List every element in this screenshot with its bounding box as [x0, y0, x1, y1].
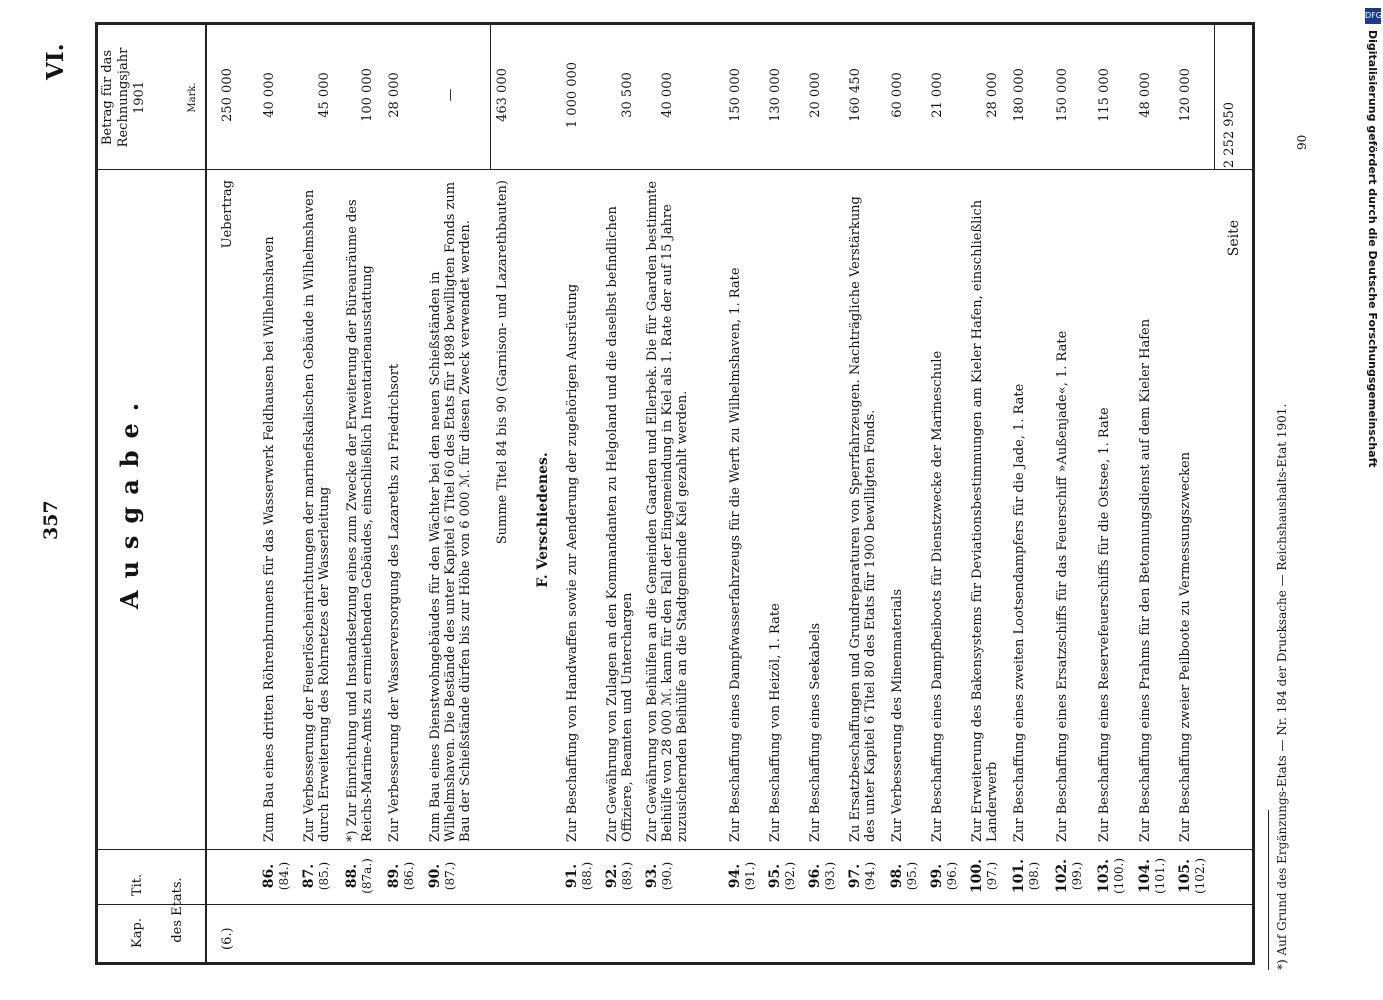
row-description: Zur Gewährung von Zulagen an den Kommandanten zu Helgoland und die daselbst befindlichen Offiziere, Beamten und Unterchargen [605, 206, 635, 842]
row-amount: 30 500 [620, 72, 635, 118]
row-description: Zur Verbesserung des Minenmaterials [890, 589, 905, 842]
header-amount: Betrag für das Rechnungsjahr 1901 [100, 47, 147, 148]
row-title-number: 104. (101.) [1137, 857, 1167, 895]
row-amount: 40 000 [660, 72, 675, 118]
row-amount: 1 000 000 [565, 61, 580, 129]
row-description: Zur Beschaffung von Heizöl, 1. Rate [768, 603, 783, 842]
row-amount: 40 000 [262, 72, 277, 118]
section-heading: F. Verschiedenes. [535, 452, 551, 588]
column-divider-kap [95, 904, 1255, 905]
row-title-number: 98. (95.) [889, 861, 919, 891]
row-description: Zur Beschaffung eines Prahms für den Betonnungsdienst auf dem Kieler Hafen [1138, 318, 1153, 842]
dfg-logo: DFG [1365, 8, 1381, 24]
row-amount: 100 000 [360, 68, 375, 122]
row-description: Zur Verbesserung der Feuerlöscheinrichtungen der marinefiskalischen Gebäude in Wilhelmshaven durch Erweiterung des Rohrnetzes der Wasserleitung [302, 189, 332, 842]
row-amount: 150 000 [728, 68, 743, 122]
row-title-number: 89. (86.) [386, 861, 416, 891]
header-bottom-rule [205, 25, 207, 965]
row-title-number: 88. (87a.) [344, 858, 374, 894]
row-description: Zur Beschaffung zweier Peilboote zu Vermessungszwecken [1178, 451, 1193, 842]
row-amount: 130 000 [768, 68, 783, 122]
header-title: Ausgabe. [115, 390, 144, 610]
row-title-number: 90. (87.) [427, 861, 457, 891]
row-amount: 21 000 [930, 72, 945, 118]
page-total-label: Seite [1226, 220, 1242, 257]
digitization-notice: Digitalisierung gefördert durch die Deutsche Forschungsgemeinschaft [1366, 30, 1379, 468]
page-total-amount: 2 252 950 [1222, 101, 1237, 169]
row-description: Uebertrag [220, 180, 235, 249]
header-etat: des Etats. [170, 877, 185, 943]
row-title-number: 103. (100.) [1096, 857, 1126, 895]
row-amount: 45 000 [317, 72, 332, 118]
column-divider-amount [95, 169, 1255, 170]
table-top-rule [95, 25, 98, 965]
row-description: *) Zur Einrichtung und Instandsetzung eines zum Zwecke der Erweiterung der Büreauräume des Reichs-Marine-Amts zu ermiethenden Gebäudes, einschließlich Inventarienausstattung [345, 199, 375, 842]
row-amount: 250 000 [220, 68, 235, 122]
sum-amount: 463 000 [495, 68, 510, 122]
row-amount: 48 000 [1138, 72, 1153, 118]
table-left-border [95, 962, 1255, 965]
row-description: Zur Gewährung von Beihülfen an die Gemeinden Gaarden und Ellerbek. Die für Gaarden bestimmte Beihülfe von 28 000 ℳ. kann für den Fall der Eingemeindung in Kiel als 1. Rate der auf 15 Jahre zuzusichernden Beihülfe an die Stadtgemeinde Kiel gezahlt werden. [645, 180, 690, 842]
row-amount: 160 450 [848, 68, 863, 122]
row-title-number: 86. (84.) [261, 861, 291, 891]
row-description: Zum Bau eines Dienstwohngebäudes für den Wächter bei den neuen Schießständen in Wilhelmshaven. Die Bestände des unter Kapitel 6 Titel 60 des Etats für 1898 bewilligten Fonds zum Bau der Schießstände dürfen bis zur Höhe von 6 000 ℳ. für diesen Zweck verwendet werden. [428, 181, 473, 842]
row-title-number: 96. (93.) [807, 861, 837, 891]
row-description: Zur Erweiterung des Bakensystems für Deviationsbestimmungen am Kieler Hafen, einschließlich Landerwerb [970, 199, 1000, 842]
row-title-number: 87. (85.) [301, 861, 331, 891]
row-amount: 20 000 [808, 72, 823, 118]
header-kap: Kap. [130, 918, 145, 948]
row-description: Zur Beschaffung eines Dampfwasserfahrzeugs für die Werft zu Wilhelmshaven, 1. Rate [728, 267, 743, 842]
row-amount: 28 000 [985, 72, 1000, 118]
row-title-number: 94. (91.) [727, 861, 757, 891]
row-amount: 28 000 [387, 72, 402, 118]
row-kap: (6.) [220, 927, 235, 950]
row-title-number: 99. (96.) [929, 861, 959, 891]
total-rule [1214, 25, 1215, 170]
footnote-rule [1268, 810, 1269, 970]
row-amount: — [443, 88, 458, 102]
footnote: *) Auf Grund des Ergänzungs-Etats — Nr. 184 der Drucksache — Reichshaushalts-Etat 1901. [1275, 403, 1289, 970]
section-roman-numeral: VI. [42, 43, 69, 80]
sum-rule [490, 25, 491, 170]
row-description: Zur Verbesserung der Wasserversorgung des Lazareths zu Friedrichsort [387, 363, 402, 842]
row-description: Zur Beschaffung von Handwaffen sowie zur Aenderung der zugehörigen Ausrüstung [565, 283, 580, 842]
header-tit: Tit. [130, 873, 145, 897]
header-unit: Mark. [187, 82, 198, 113]
row-description: Zur Beschaffung eines zweiten Lootsendampfers für die Jade, 1. Rate [1012, 383, 1027, 842]
page-number: 357 [40, 500, 62, 540]
table-bottom-rule [1252, 25, 1255, 965]
row-description: Zur Beschaffung eines Dampfbeiboots für Dienstzwecke der Marineschule [930, 350, 945, 842]
row-title-number: 105. (102.) [1177, 857, 1207, 895]
row-title-number: 91. (88.) [564, 861, 594, 891]
row-description: Zur Beschaffung eines Seekabels [808, 623, 823, 842]
sum-label: Summe Titel 84 bis 90 (Garnison- und Lazarethbauten) [495, 180, 510, 545]
row-title-number: 93. (90.) [644, 861, 674, 891]
column-divider-tit [95, 849, 1255, 850]
row-description: Zur Beschaffung eines Reservefeuerschiffs für die Ostsee, 1. Rate [1097, 407, 1112, 842]
row-amount: 60 000 [890, 72, 905, 118]
row-amount: 180 000 [1012, 68, 1027, 122]
table-right-border [95, 22, 1255, 25]
row-title-number: 95. (92.) [767, 861, 797, 891]
row-title-number: 102. (99.) [1054, 858, 1084, 894]
row-description: Zur Beschaffung eines Ersatzschiffs für das Feuerschiff »Außenjade«, 1. Rate [1055, 330, 1070, 842]
row-title-number: 97. (94.) [847, 861, 877, 891]
row-amount: 115 000 [1097, 68, 1112, 122]
row-amount: 120 000 [1178, 68, 1193, 122]
row-amount: 150 000 [1055, 68, 1070, 122]
row-title-number: 101. (98.) [1011, 858, 1041, 894]
row-description: Zu Ersatzbeschaffungen und Grundreparaturen von Sperrfahrzeugen. Nachträgliche Verstärkung des unter Kapitel 6 Titel 80 des Etats für 1900 bewilligten Fonds. [848, 196, 878, 842]
side-number: 90 [1295, 134, 1309, 150]
row-title-number: 100. (97.) [969, 858, 999, 894]
row-description: Zum Bau eines dritten Röhrenbrunnens für das Wasserwerk Feldhausen bei Wilhelmshaven [262, 236, 277, 842]
row-title-number: 92. (89.) [604, 861, 634, 891]
